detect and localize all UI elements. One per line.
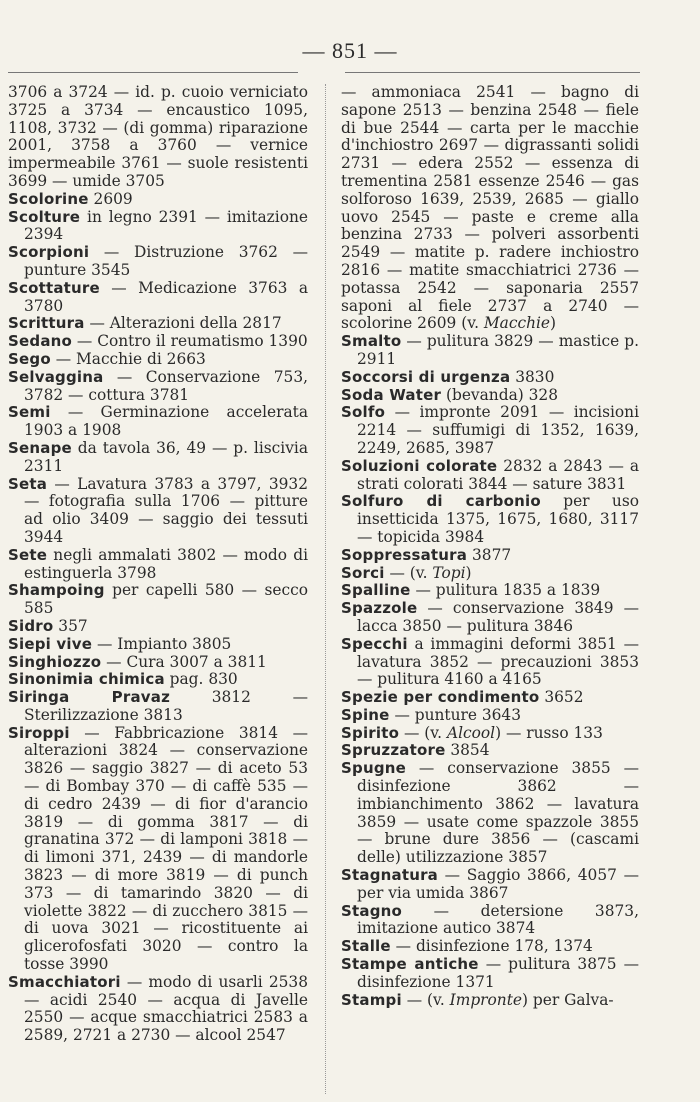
entry-references: 3877 — [467, 545, 512, 564]
index-entry — [341, 992, 639, 1010]
entry-references: in legno 2391 — imitazione 2394 — [24, 207, 308, 244]
entry-references: — (v. — [401, 990, 450, 1009]
entry-references: — modo di usarli 2538 — acidi 2540 — acqua di Javelle 2550 — acque smacchiatrici 2583 a 2589, 2721 a 2730 — alcool 2547 — [24, 972, 308, 1045]
column-divider — [325, 84, 326, 1094]
entry-references-tail: ) — russo 133 — [495, 723, 603, 742]
index-entry — [341, 707, 639, 725]
index-entry — [8, 636, 308, 654]
index-entry — [341, 689, 639, 707]
entry-references: — Lavatura 3783 a 3797, 3932 — fotografia sulla 1706 — pitture ad olio 3409 — saggio dei tessuti 3944 — [24, 474, 308, 546]
entry-headword: Seta — [8, 474, 48, 493]
entry-headword: Spezie per condimento — [341, 688, 540, 707]
entry-references: 3854 — [445, 741, 490, 760]
index-entry — [8, 84, 308, 191]
entry-references: 3706 a 3724 — id. p. cuoio verniciato 3725 a 3734 — encaustico 1095, 1108, 3732 — (di gomma) riparazione 2001, 3758 a 3760 — vernice impermeabile 3761 — suole resistenti 3699 — umide 3705 — [8, 84, 308, 190]
entry-headword: Smalto — [341, 332, 402, 351]
index-column-left — [8, 84, 308, 1094]
index-entry — [341, 565, 639, 583]
entry-headword: Stalle — [341, 937, 391, 956]
index-entry — [341, 742, 639, 760]
entry-headword: Soluzioni colorate — [341, 456, 498, 475]
entry-headword: Solfuro di carbonio — [341, 492, 541, 511]
entry-references-tail: ) per Galva- — [522, 990, 614, 1009]
entry-headword: Siepi vive — [8, 634, 93, 653]
index-entry — [8, 191, 308, 209]
entry-headword: Stagnatura — [341, 866, 439, 885]
index-entry — [341, 84, 639, 333]
index-entry — [8, 333, 308, 351]
entry-references: — (v. — [384, 563, 433, 582]
entry-headword: Semi — [8, 403, 51, 422]
entry-headword: Sorci — [341, 563, 385, 582]
entry-references: — Distruzione 3762 — punture 3545 — [24, 243, 308, 279]
index-entry — [8, 689, 308, 725]
entry-cross-reference: Macchie — [483, 314, 551, 333]
entry-references: 2832 a 2843 — a strati colorati 3844 — sature 3831 — [357, 456, 639, 493]
index-entry — [341, 867, 639, 903]
entry-headword: Spalline — [341, 581, 411, 600]
index-entry — [341, 760, 639, 867]
entry-references: — conservazione 3855 — disinfezione 3862 — imbianchimento 3862 — lavatura 3859 — usate come spazzole 3855 — brune dure 3856 — (cascami delle) utilizzazione 3857 — [357, 759, 639, 867]
entry-references: da tavola 36, 49 — p. liscivia 2311 — [24, 438, 308, 475]
entry-references: — Saggio 3866, 4057 — per via umida 3867 — [357, 866, 639, 902]
index-entry — [8, 280, 308, 316]
entry-references: — ammoniaca 2541 — bagno di sapone 2513 — benzina 2548 — fiele di bue 2544 — carta per le macchie d'inchiostro 2697 — digrassanti solidi 2731 — edera 2552 — essenza di trementina 2581 essenze 2546 — gas solforoso 1639, 2539, 2685 — giallo uovo 2545 — paste e creme alla benzina 2733 — polveri assorbenti 2549 — matite p. radere inchiostro 2816 — matite smacchiatrici 2736 — potassa 2542 — saponaria 2557 saponi al fiele 2737 a 2740 — scolorine 2609 (v. — [341, 84, 639, 333]
entry-references: — Conservazione 753, 3782 — cottura 3781 — [24, 367, 308, 404]
entry-references: pag. 830 — [164, 670, 238, 689]
entry-headword: Scottature — [8, 278, 100, 297]
entry-headword: Smacchiatori — [8, 972, 121, 991]
entry-headword: Senape — [8, 438, 72, 457]
index-entry — [8, 476, 308, 547]
entry-headword: Solfo — [341, 403, 386, 422]
entry-references: — disinfezione 178, 1374 — [390, 937, 593, 956]
index-entry — [8, 369, 308, 405]
index-column-right — [341, 84, 639, 1094]
index-entry — [341, 458, 639, 494]
entry-headword: Stampi — [341, 990, 402, 1009]
index-entry — [8, 244, 308, 280]
entry-references-tail: ) — [465, 563, 472, 582]
index-entry — [341, 369, 639, 387]
header-rule-right — [345, 72, 640, 73]
entry-cross-reference: Alcool — [446, 723, 496, 742]
entry-references: — Germinazione accelerata 1903 a 1908 — [24, 403, 308, 440]
index-entry — [341, 600, 639, 636]
index-entry — [8, 974, 308, 1045]
entry-references: — pulitura 3829 — mastice p. 2911 — [357, 332, 639, 368]
entry-cross-reference: Impronte — [449, 990, 523, 1009]
index-entry — [341, 547, 639, 565]
entry-references: — pulitura 1835 a 1839 — [410, 581, 601, 600]
entry-references: 3830 — [510, 367, 555, 386]
entry-headword: Scorpioni — [8, 243, 90, 262]
entry-references: 3812 — Sterilizzazione 3813 — [24, 688, 308, 724]
entry-references: — Medicazione 3763 a 3780 — [24, 278, 308, 315]
entry-headword: Spruzzatore — [341, 741, 446, 760]
entry-headword: Stagno — [341, 901, 403, 920]
entry-references: (bevanda) 328 — [441, 385, 559, 404]
entry-headword: Sedano — [8, 332, 73, 351]
index-entry — [8, 671, 308, 689]
index-entry — [8, 351, 308, 369]
entry-references: 357 — [53, 616, 88, 635]
entry-headword: Sidro — [8, 616, 54, 635]
entry-references: — detersione 3873, imitazione autico 3874 — [357, 901, 639, 938]
entry-headword: Soda Water — [341, 385, 442, 404]
index-entry — [8, 315, 308, 333]
entry-headword: Sete — [8, 545, 48, 564]
index-entry — [341, 493, 639, 546]
entry-references: — conservazione 3849 — lacca 3850 — pulitura 3846 — [357, 599, 639, 635]
index-entry — [341, 725, 639, 743]
index-entry — [8, 654, 308, 672]
entry-headword: Scrittura — [8, 314, 85, 333]
index-entry — [8, 404, 308, 440]
entry-references: — punture 3643 — [389, 705, 522, 724]
entry-references: — Alterazioni della 2817 — [84, 314, 282, 333]
entry-headword: Spazzole — [341, 599, 418, 618]
entry-references: per capelli 580 — secco 585 — [24, 581, 308, 618]
entry-headword: Shampoing — [8, 581, 105, 600]
entry-headword: Sinonimia chimica — [8, 670, 165, 689]
entry-headword: Siroppi — [8, 723, 70, 742]
index-entry — [8, 547, 308, 583]
index-entry — [8, 725, 308, 974]
entry-references: — Macchie di 2663 — [50, 349, 206, 368]
entry-headword: Stampe antiche — [341, 955, 479, 974]
index-entry — [341, 333, 639, 369]
entry-headword: Soccorsi di urgenza — [341, 367, 511, 386]
entry-references: per uso insetticida 1375, 1675, 1680, 3117 — topicida 3984 — [357, 492, 639, 546]
entry-references: — impronte 2091 — incisioni 2214 — suffumigi di 1352, 1639, 2249, 2685, 3987 — [357, 403, 639, 457]
index-entry — [341, 636, 639, 689]
entry-headword: Selvaggina — [8, 367, 104, 386]
entry-headword: Soppressatura — [341, 545, 468, 564]
index-entry — [341, 404, 639, 457]
entry-headword: Siringa Pravaz — [8, 688, 171, 707]
entry-references: — Impianto 3805 — [92, 634, 232, 653]
entry-references: — (v. — [399, 723, 447, 742]
entry-references: a immagini deformi 3851 — lavatura 3852 — precauzioni 3853 — pulitura 4160 a 4165 — [357, 634, 639, 689]
entry-references: 2609 — [88, 189, 133, 208]
index-entry — [341, 387, 639, 405]
entry-references: — Contro il reumatismo 1390 — [72, 332, 308, 351]
entry-headword: Spirito — [341, 723, 400, 742]
entry-references-tail: ) — [550, 314, 557, 333]
entry-headword: Singhiozzo — [8, 652, 102, 671]
entry-references: — Cura 3007 a 3811 — [101, 652, 267, 671]
entry-headword: Scolture — [8, 207, 81, 226]
entry-cross-reference: Topi — [432, 563, 466, 582]
page-number: — 851 — — [302, 38, 398, 63]
entry-headword: Spugne — [341, 759, 407, 778]
header-rule-left — [8, 72, 298, 73]
entry-headword: Sego — [8, 349, 51, 368]
index-entry — [341, 938, 639, 956]
index-entry — [8, 618, 308, 636]
entry-headword: Spine — [341, 705, 390, 724]
entry-references: negli ammalati 3802 — modo di estinguerla 3798 — [24, 545, 308, 582]
entry-references: 3652 — [539, 688, 584, 707]
entry-references: — Fabbricazione 3814 — alterazioni 3824 — conservazione 3826 — saggio 3827 — di aceto 53 — di Bombay 370 — di caffè 535 — di cedro 2439 — di fior d'arancio 3819 — di gomma 3817 — di granatina 372 — di lamponi 3818 — di limoni 371, 2439 — di mandorle 3823 — di more 3819 — di punch 373 — di tamarindo 3820 — di violette 3822 — di zucchero 3815 — di uova 3021 — ricostituente ai glicerofosfati 3020 — contro la tosse 3990 — [24, 723, 308, 974]
index-entry — [8, 440, 308, 476]
index-entry — [341, 582, 639, 600]
index-entry — [341, 956, 639, 992]
entry-headword: Specchi — [341, 634, 408, 653]
entry-references: — pulitura 3875 — disinfezione 1371 — [357, 955, 639, 991]
entry-headword: Scolorine — [8, 189, 89, 208]
index-entry — [8, 582, 308, 618]
index-entry — [341, 903, 639, 939]
index-entry — [8, 209, 308, 245]
